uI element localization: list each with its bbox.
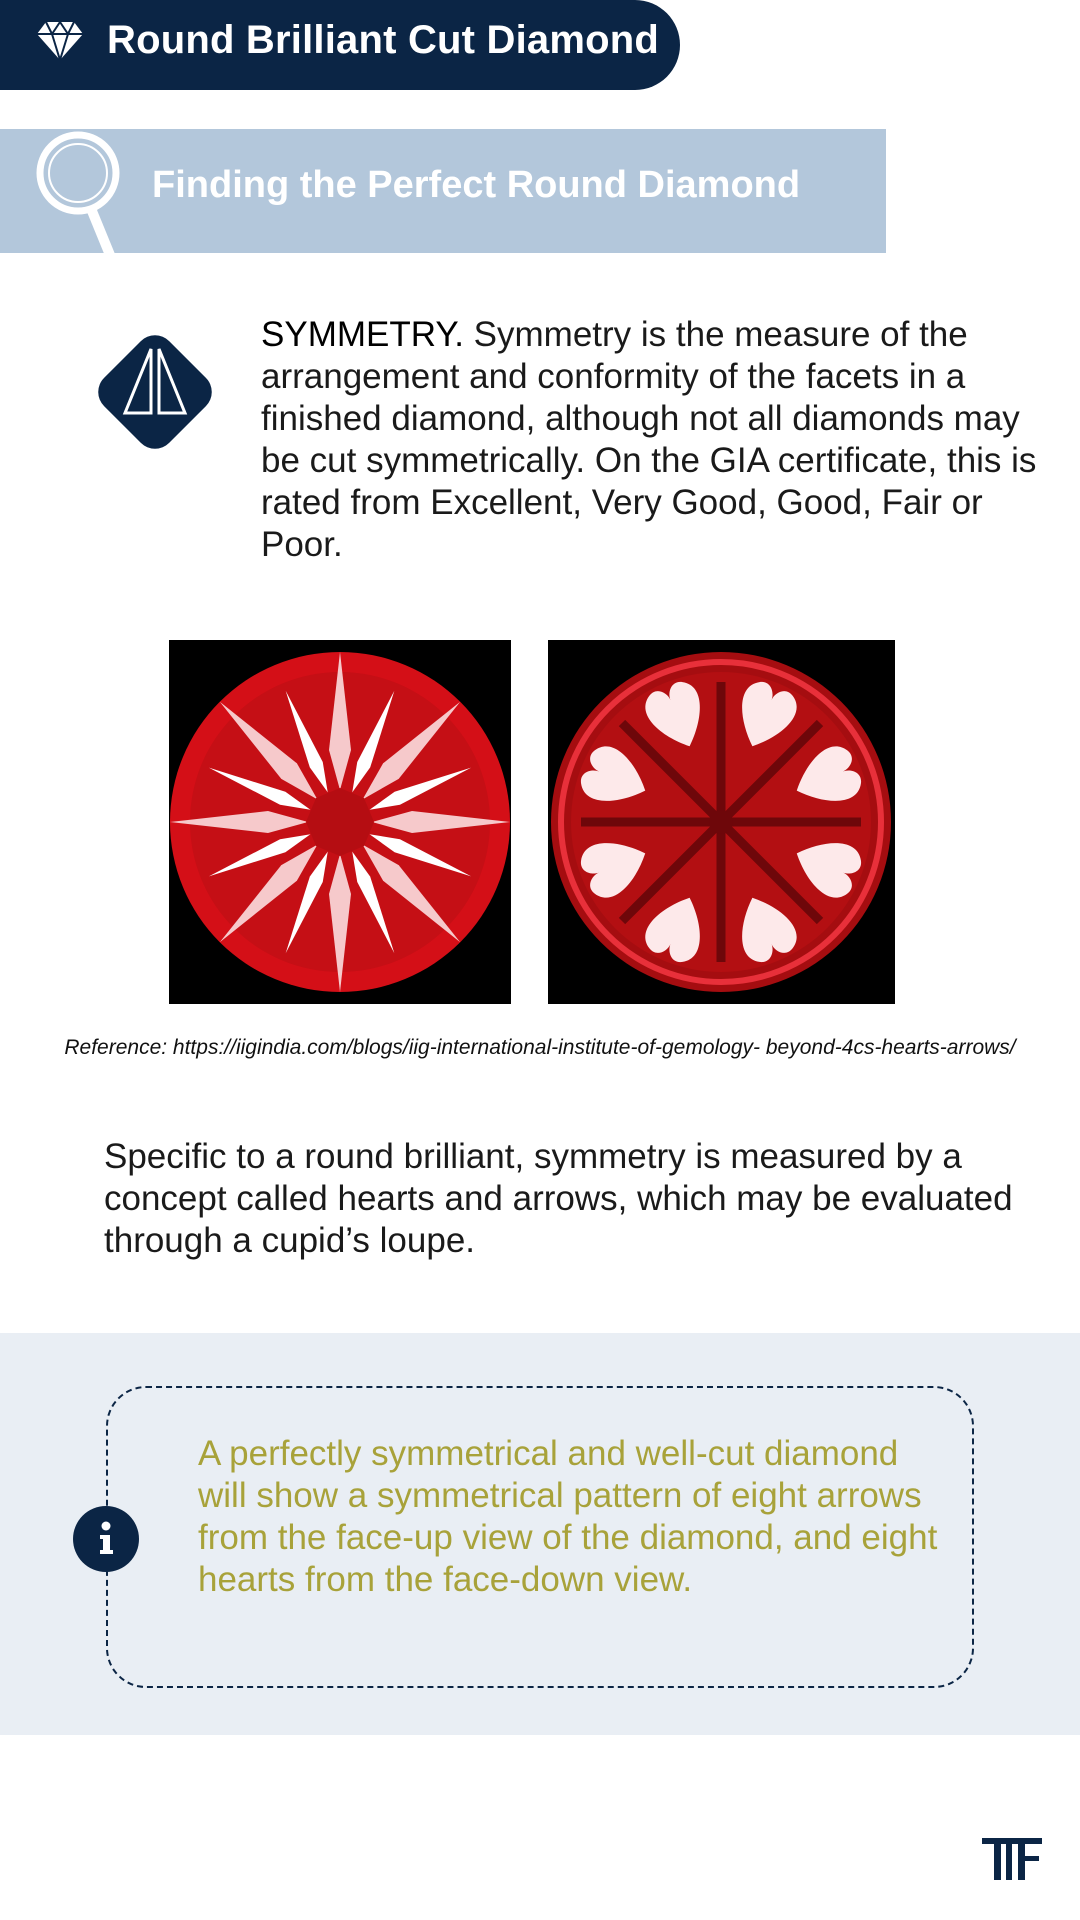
section-title: Finding the Perfect Round Diamond bbox=[152, 164, 801, 206]
diamond-icon bbox=[36, 20, 84, 62]
hearts-arrows-paragraph: Specific to a round brilliant, symmetry is measured by a concept called hearts and arrows, which may be evaluated through a cupid’s loupe. bbox=[104, 1137, 1013, 1260]
symmetry-description bbox=[261, 314, 1041, 566]
symmetry-icon bbox=[88, 325, 222, 459]
header-banner bbox=[0, 0, 680, 90]
magnifier-icon bbox=[30, 129, 130, 253]
brand-logo bbox=[982, 1836, 1046, 1882]
hearts-pattern-image bbox=[548, 640, 895, 1004]
arrows-pattern-image bbox=[169, 640, 511, 1004]
reference-citation: Reference: https://iigindia.com/blogs/iig-international-institute-of-gemology- beyond-4cs-hearts-arrows/ bbox=[64, 1036, 1016, 1059]
symmetry-body: Symmetry is the measure of the arrangement and conformity of the facets in a finished diamond, although not all diamonds may be cut symmetrically. On the GIA certificate, this is rated from Excellent, Very Good, Good, Fair or Poor. bbox=[261, 315, 1037, 564]
info-icon bbox=[73, 1506, 139, 1572]
symmetry-term: SYMMETRY. bbox=[261, 315, 464, 354]
section-banner bbox=[0, 129, 886, 253]
info-text: A perfectly symmetrical and well-cut diamond will show a symmetrical pattern of eight arrows from the face-up view of the diamond, and eight hearts from the face-down view. bbox=[198, 1434, 938, 1599]
page-title: Round Brilliant Cut Diamond bbox=[107, 18, 660, 62]
